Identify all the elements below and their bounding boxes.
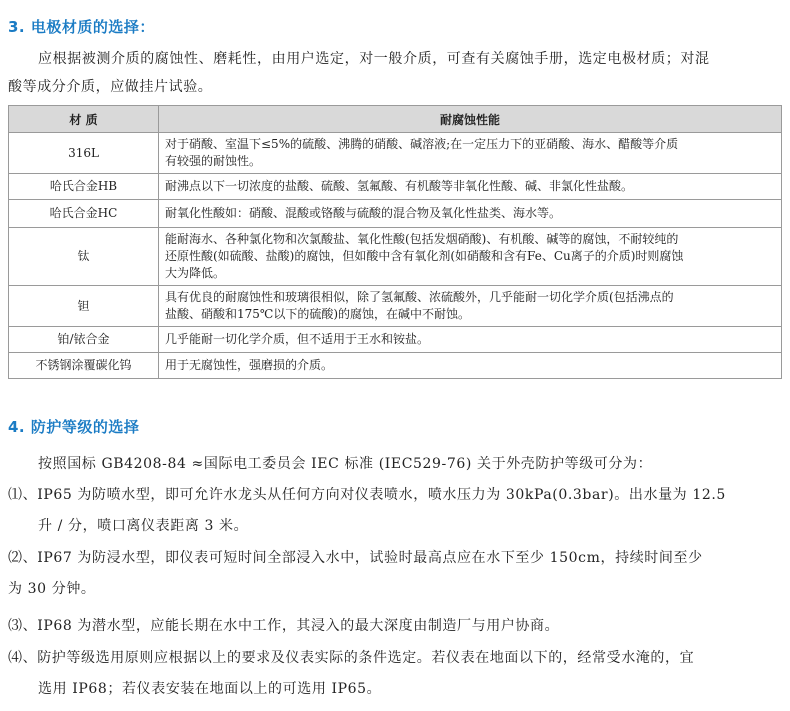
- item2-line2: 为 30 分钟。: [8, 581, 96, 597]
- table-row: [9, 327, 782, 353]
- corrosion-cell: [159, 133, 782, 174]
- section4-heading: 4. 防护等级的选择: [8, 418, 140, 436]
- section3-para-line2: 酸等成分介质，应做挂片试验。: [8, 79, 213, 95]
- item1-line1: ⑴、IP65 为防喷水型，即可允许水龙头从任何方向对仪表喷水，喷水压力为 30kPa(0.3bar)。出水量为 12.5: [8, 487, 726, 503]
- table-row: [9, 133, 782, 174]
- item3-line1: ⑶、IP68 为潜水型，应能长期在水中工作，其浸入的最大深度由制造厂与用户协商。: [8, 618, 560, 634]
- corrosion-cell: [159, 200, 782, 228]
- corrosion-cell: [159, 353, 782, 379]
- item4-line1: ⑷、防护等级选用原则应根据以上的要求及仪表实际的条件选定。若仪表在地面以下的，经常受水淹的，宜: [8, 650, 695, 666]
- table-row: [9, 200, 782, 228]
- section3-para-line1: 应根据被测介质的腐蚀性、磨耗性，由用户选定，对一般介质，可查有关腐蚀手册，选定电极材质；对混: [38, 51, 710, 67]
- corrosion-cell: [159, 174, 782, 200]
- table-header-row: [9, 106, 782, 133]
- item2-line1: ⑵、IP67 为防浸水型，即仪表可短时间全部浸入水中，试验时最高点应在水下至少 150cm，持续时间至少: [8, 550, 703, 566]
- table-row: [9, 286, 782, 327]
- material-cell: 哈氏合金HB: [9, 174, 159, 200]
- material-cell: 钛: [9, 228, 159, 286]
- corrosion-cell: [159, 286, 782, 327]
- corrosion-line: 盐酸、硝酸和175℃以下的硫酸)的腐蚀，在碱中不耐蚀。: [165, 307, 471, 321]
- item1-line2: 升 / 分，喷口离仪表距离 3 米。: [38, 518, 249, 534]
- section4-intro: 按照国标 GB4208-84 ≈国际电工委员会 IEC 标准 (IEC529-76) 关于外壳防护等级可分为：: [38, 456, 653, 472]
- material-cell: 不锈钢涂覆碳化钨: [9, 353, 159, 379]
- corrosion-line: 大为降低。: [165, 266, 226, 280]
- corrosion-line: 能耐海水、各种氯化物和次氯酸盐、氧化性酸(包括发烟硝酸)、有机酸、碱等的腐蚀，不耐较纯的: [165, 232, 679, 246]
- table-row: [9, 353, 782, 379]
- header-material: 材 质: [9, 106, 159, 133]
- corrosion-line: 耐氧化性酸如：硝酸、混酸或铬酸与硫酸的混合物及氧化性盐类、海水等。: [165, 206, 562, 220]
- corrosion-line: 对于硝酸、室温下≤5%的硫酸、沸腾的硝酸、碱溶液;在一定压力下的亚硝酸、海水、醋酸等介质: [165, 137, 679, 151]
- corrosion-line: 耐沸点以下一切浓度的盐酸、硫酸、氢氟酸、有机酸等非氧化性酸、碱、非氯化性盐酸。: [165, 179, 634, 193]
- corrosion-cell: [159, 228, 782, 286]
- header-corrosion: 耐腐蚀性能: [159, 106, 782, 133]
- material-cell: 哈氏合金HC: [9, 200, 159, 228]
- material-table: [8, 105, 782, 379]
- item4-line2: 选用 IP68；若仪表安装在地面以上的可选用 IP65。: [38, 681, 382, 697]
- material-cell: 316L: [9, 133, 159, 174]
- material-cell: 钽: [9, 286, 159, 327]
- corrosion-line: 还原性酸(如硫酸、盐酸)的腐蚀，但如酸中含有氧化剂(如硝酸和含有Fe、Cu离子的介质)时则腐蚀: [165, 249, 684, 263]
- corrosion-line: 用于无腐蚀性，强磨损的介质。: [165, 358, 334, 372]
- corrosion-line: 几乎能耐一切化学介质，但不适用于王水和铵盐。: [165, 332, 430, 346]
- corrosion-cell: [159, 327, 782, 353]
- corrosion-line: 具有优良的耐腐蚀性和玻璃很相似，除了氢氟酸、浓硫酸外，几乎能耐一切化学介质(包括沸点的: [165, 290, 674, 304]
- corrosion-line: 有较强的耐蚀性。: [165, 154, 262, 168]
- section3-heading: 3. 电极材质的选择：: [8, 18, 155, 36]
- table-row: [9, 228, 782, 286]
- table-row: [9, 174, 782, 200]
- material-cell: 铂/铱合金: [9, 327, 159, 353]
